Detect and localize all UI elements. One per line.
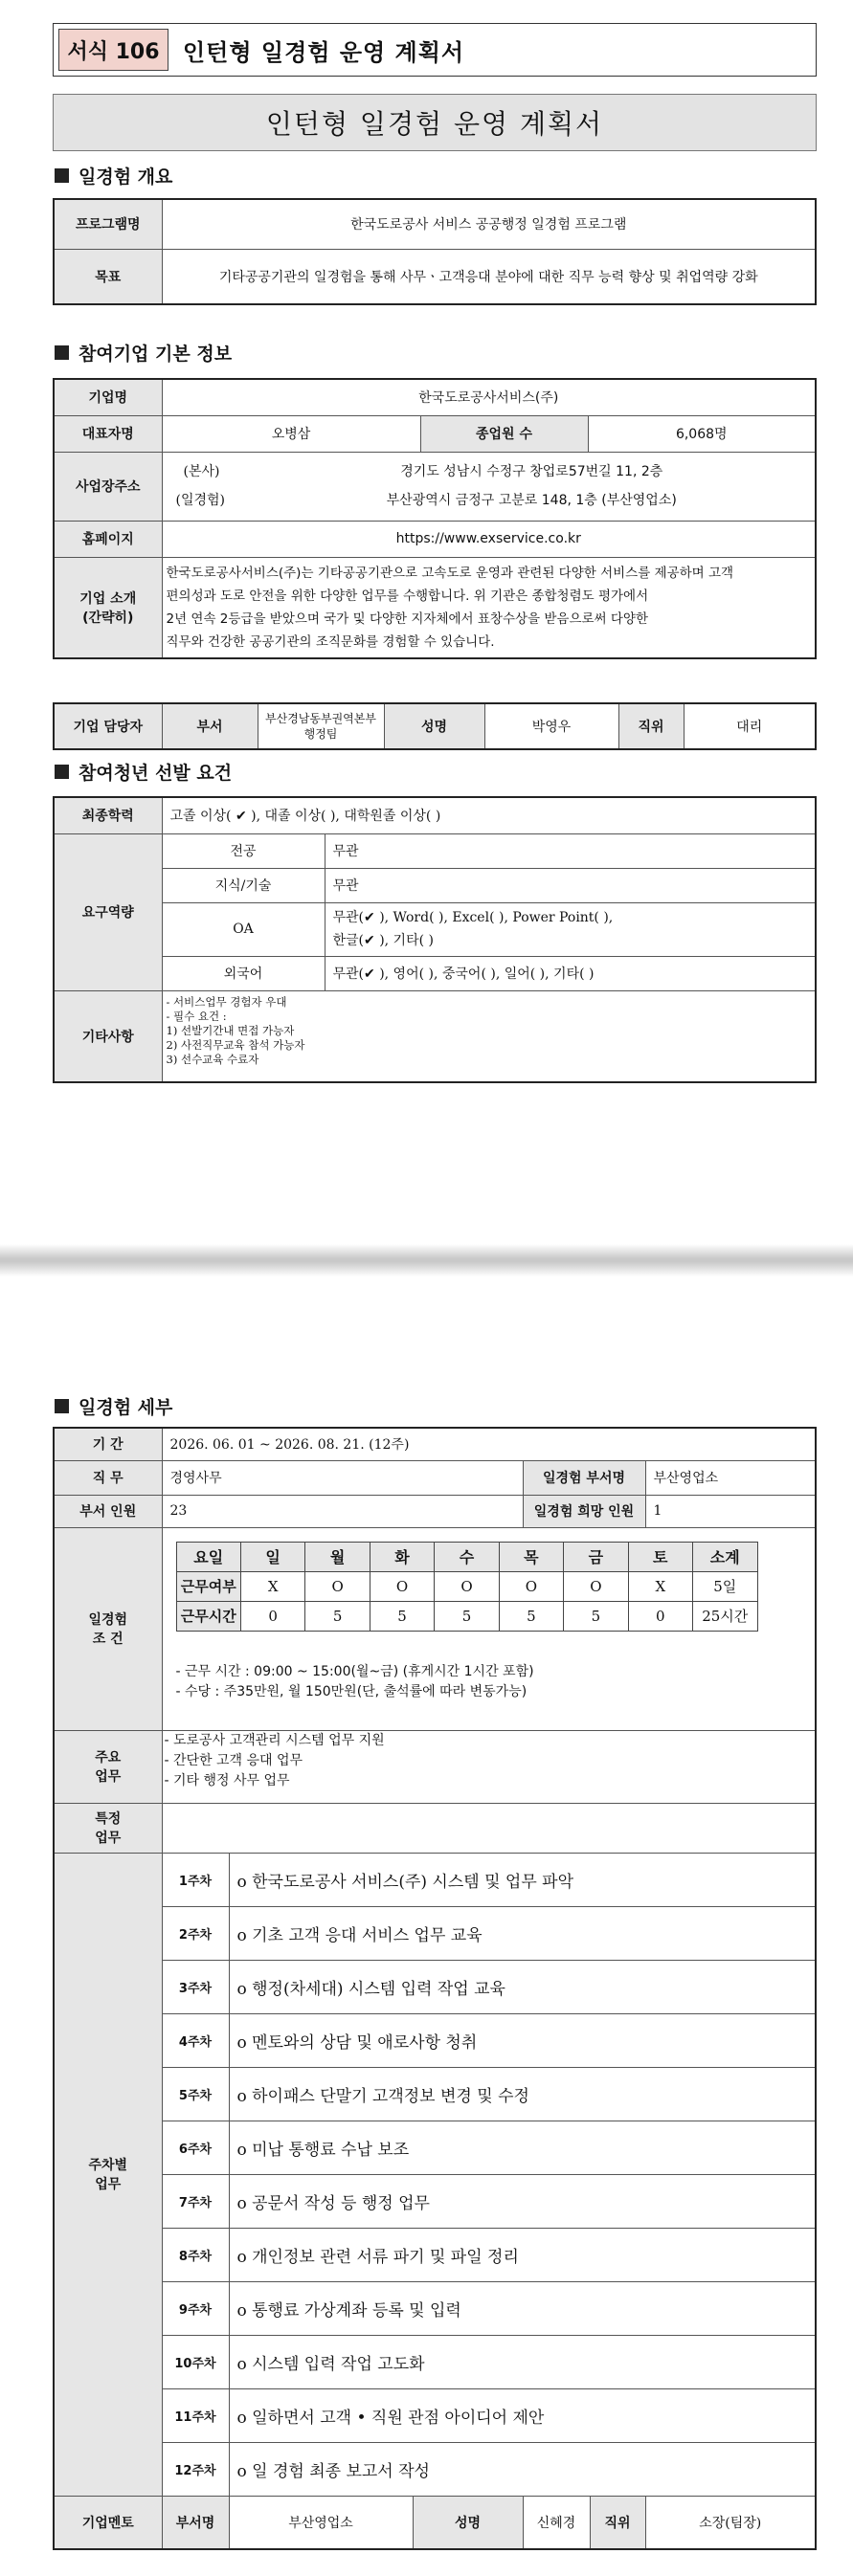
conditions-notes <box>176 1662 534 1702</box>
hope-label: 일경험 희망 인원 <box>523 1495 645 1527</box>
section-heading-detail <box>55 1393 172 1419</box>
period-label: 기 간 <box>54 1428 162 1460</box>
major-label: 전공 <box>162 833 325 868</box>
intro-line: 2년 연속 2등급을 받았으며 국가 및 다양한 지자체에서 표창수상을 받음으로써 다양한 <box>166 611 648 627</box>
schedule-header: 화 <box>370 1542 434 1571</box>
period-value: 2026. 06. 01 ~ 2026. 08. 21. (12주) <box>162 1428 816 1460</box>
etc-line: 3) 선수교육 수료자 <box>166 1052 259 1066</box>
schedule-cell: O <box>499 1571 563 1601</box>
requirements-table <box>53 796 817 1083</box>
main-label-line: 주요 <box>95 1750 122 1765</box>
etc-label: 기타사항 <box>54 990 162 1082</box>
etc-line: - 필수 요건 : <box>166 1009 227 1023</box>
homepage-value: https://www.exservice.co.kr <box>162 521 816 557</box>
etc-value <box>162 990 816 1082</box>
mentor-name-label: 성명 <box>413 2496 523 2549</box>
mentor-dept-label: 부서명 <box>162 2496 229 2549</box>
main-task-line: - 기타 행정 사무 업무 <box>164 1772 290 1788</box>
contact-label: 기업 담당자 <box>54 703 162 749</box>
week-label: 1주차 <box>162 1853 229 1906</box>
page-separator <box>0 1244 853 1277</box>
week-label: 2주차 <box>162 1906 229 1960</box>
schedule-total: 5일 <box>693 1571 758 1601</box>
schedule-cell: 0 <box>240 1601 304 1631</box>
ceo-value: 오병삼 <box>162 415 420 452</box>
mentor-name-value: 신혜경 <box>523 2496 590 2549</box>
dept-value-line: 부산경남동부권역본부 <box>265 712 376 725</box>
dept-value <box>258 703 384 749</box>
week-label: 8주차 <box>162 2228 229 2281</box>
etc-line: 1) 선발기간내 면접 가능자 <box>166 1023 295 1037</box>
schedule-cell: 5 <box>305 1601 370 1631</box>
schedule-table <box>176 1542 758 1632</box>
hope-value: 1 <box>645 1495 816 1527</box>
schedule-header: 요일 <box>176 1542 240 1571</box>
company-name-label: 기업명 <box>54 379 162 415</box>
oa-line: 한글(✔ ), 기타( ) <box>332 933 434 948</box>
company-table <box>53 378 817 659</box>
week-task: o 멘토와의 상담 및 애로사항 청취 <box>229 2013 816 2067</box>
oa-value <box>325 902 816 956</box>
week-task: o 통행료 가상계좌 등록 및 입력 <box>229 2281 816 2335</box>
oa-label: OA <box>162 902 325 956</box>
person-value: 박영우 <box>484 703 618 749</box>
form-header <box>53 23 817 77</box>
week-label: 7주차 <box>162 2174 229 2228</box>
staff-label: 부서 인원 <box>54 1495 162 1527</box>
schedule-header: 수 <box>435 1542 499 1571</box>
position-label: 직위 <box>618 703 684 749</box>
section-heading-overview <box>55 163 172 189</box>
weekly-label-line: 주차별 <box>88 2158 128 2173</box>
week-task: o 일 경험 최종 보고서 작성 <box>229 2442 816 2496</box>
week-task: o 행정(차세대) 시스템 입력 작업 교육 <box>229 1960 816 2013</box>
schedule-cell: 5 <box>499 1601 563 1631</box>
square-bullet-icon <box>55 168 69 183</box>
week-label: 11주차 <box>162 2388 229 2442</box>
week-task: o 미납 통행료 수납 보조 <box>229 2121 816 2174</box>
schedule-header: 목 <box>499 1542 563 1571</box>
detail-table <box>53 1427 817 2550</box>
contact-table <box>53 702 817 750</box>
schedule-cell: X <box>240 1571 304 1601</box>
week-task: o 개인정보 관련 서류 파기 및 파일 정리 <box>229 2228 816 2281</box>
week-label: 6주차 <box>162 2121 229 2174</box>
special-tasks-label <box>54 1803 162 1853</box>
week-task: o 하이패스 단말기 고객정보 변경 및 수정 <box>229 2067 816 2121</box>
week-label: 3주차 <box>162 1960 229 2013</box>
week-task: o 일하면서 고객 • 직원 관점 아이디어 제안 <box>229 2388 816 2442</box>
schedule-cell: 5 <box>435 1601 499 1631</box>
schedule-header: 소계 <box>693 1542 758 1571</box>
detail-dept-value: 부산영업소 <box>645 1460 816 1495</box>
goal-label: 목표 <box>54 249 162 304</box>
conditions-label <box>54 1527 162 1730</box>
required-label: 요구역량 <box>54 833 162 990</box>
schedule-header: 금 <box>564 1542 628 1571</box>
section-title: 일경험 개요 <box>79 167 173 188</box>
intro-line: 한국도로공사서비스(주)는 기타공공기관으로 고속도로 운영과 관련된 다양한 서비스를 제공하며 고객 <box>166 565 734 581</box>
person-label: 성명 <box>384 703 484 749</box>
main-tasks-cell <box>162 1730 816 1803</box>
cond-label-line: 조 건 <box>92 1632 123 1647</box>
intro-label-line: 기업 소개 <box>79 590 137 607</box>
schedule-cell: 0 <box>628 1601 692 1631</box>
form-header-title: 인턴형 일경험 운영 계획서 <box>183 38 465 66</box>
document-title: 인턴형 일경험 운영 계획서 <box>53 94 817 151</box>
lang-label: 외국어 <box>162 956 325 990</box>
lang-value: 무관(✔ ), 영어( ), 중국어( ), 일어( ), 기타( ) <box>325 956 816 990</box>
section-title: 일경험 세부 <box>79 1397 173 1418</box>
address-cell <box>162 452 816 521</box>
site-tag: (일경험) <box>175 493 225 508</box>
schedule-row-label: 근무시간 <box>176 1601 240 1631</box>
skill-label: 지식/기술 <box>162 868 325 902</box>
week-label: 10주차 <box>162 2335 229 2388</box>
cond-label-line: 일경험 <box>88 1612 128 1628</box>
job-value: 경영사무 <box>162 1460 523 1495</box>
week-task: o 기초 고객 응대 서비스 업무 교육 <box>229 1906 816 1960</box>
weekly-label-line: 업무 <box>95 2177 122 2192</box>
square-bullet-icon <box>55 765 69 779</box>
conditions-cell <box>162 1527 816 1730</box>
page-2 <box>0 1277 853 2576</box>
special-label-line: 특정 <box>95 1811 122 1827</box>
schedule-cell: O <box>564 1571 628 1601</box>
intro-label-line: (간략히) <box>82 610 134 626</box>
section-heading-company <box>55 340 232 366</box>
schedule-cell: O <box>435 1571 499 1601</box>
schedule-cell: O <box>370 1571 434 1601</box>
hq-tag: (본사) <box>183 464 220 479</box>
square-bullet-icon <box>55 1399 69 1413</box>
oa-line: 무관(✔ ), Word( ), Excel( ), Power Point( ), <box>332 910 614 925</box>
employees-label: 종업원 수 <box>420 415 588 452</box>
schedule-cell: 5 <box>564 1601 628 1631</box>
schedule-header: 토 <box>628 1542 692 1571</box>
education-value: 고졸 이상( ✔ ), 대졸 이상( ), 대학원졸 이상( ) <box>162 797 816 833</box>
education-label: 최종학력 <box>54 797 162 833</box>
main-task-line: - 간단한 고객 응대 업무 <box>164 1752 303 1768</box>
etc-line: - 서비스업무 경험자 우대 <box>166 994 287 1009</box>
cond-note: - 수당 : 주35만원, 월 150만원(단, 출석률에 따라 변동가능) <box>175 1683 528 1699</box>
week-label: 9주차 <box>162 2281 229 2335</box>
program-value: 한국도로공사 서비스 공공행정 일경험 프로그램 <box>162 199 816 249</box>
special-tasks-cell <box>162 1803 816 1853</box>
section-title: 참여기업 기본 정보 <box>79 344 233 365</box>
overview-table <box>53 198 817 305</box>
position-value: 대리 <box>684 703 816 749</box>
intro-line: 직무와 건강한 공공기관의 조직문화를 경험할 수 있습니다. <box>166 633 495 650</box>
cond-note: - 근무 시간 : 09:00 ~ 15:00(월~금) (휴게시간 1시간 포함) <box>175 1663 534 1679</box>
mentor-dept-value: 부산영업소 <box>229 2496 413 2549</box>
schedule-total: 25시간 <box>693 1601 758 1631</box>
skill-value: 무관 <box>325 868 816 902</box>
staff-value: 23 <box>162 1495 523 1527</box>
week-task: o 공문서 작성 등 행정 업무 <box>229 2174 816 2228</box>
goal-value: 기타공공기관의 일경험을 통해 사무ㆍ고객응대 분야에 대한 직무 능력 향상 및 취업역량 강화 <box>162 249 816 304</box>
program-label: 프로그램명 <box>54 199 162 249</box>
schedule-cell: X <box>628 1571 692 1601</box>
page-1 <box>0 0 853 1244</box>
mentor-position-label: 직위 <box>590 2496 645 2549</box>
main-label-line: 업무 <box>95 1769 122 1785</box>
special-label-line: 업무 <box>95 1831 122 1846</box>
mentor-label: 기업멘토 <box>54 2496 162 2549</box>
employees-value: 6,068명 <box>588 415 816 452</box>
week-label: 5주차 <box>162 2067 229 2121</box>
dept-label: 부서 <box>162 703 258 749</box>
section-title: 참여청년 선발 요건 <box>79 763 233 784</box>
site-address: 부산광역시 금정구 고분로 148, 1층 (부산영업소) <box>386 493 677 508</box>
major-value: 무관 <box>325 833 816 868</box>
main-tasks-label <box>54 1730 162 1803</box>
main-task-line: - 도로공사 고객관리 시스템 업무 지원 <box>164 1732 385 1748</box>
etc-line: 2) 사전직무교육 참석 가능자 <box>166 1037 305 1052</box>
schedule-cell: O <box>305 1571 370 1601</box>
intro-line: 편의성과 도로 안전을 위한 다양한 업무를 수행합니다. 위 기관은 종합청렴도 평가에서 <box>166 588 649 604</box>
form-number-badge: 서식 106 <box>58 29 168 71</box>
detail-dept-label: 일경험 부서명 <box>523 1460 645 1495</box>
week-task: o 시스템 입력 작업 고도화 <box>229 2335 816 2388</box>
dept-value-line: 행정팀 <box>303 727 338 741</box>
company-intro-label <box>54 557 162 658</box>
week-label: 12주차 <box>162 2442 229 2496</box>
schedule-header: 일 <box>240 1542 304 1571</box>
company-intro-text <box>162 557 816 658</box>
schedule-cell: 5 <box>370 1601 434 1631</box>
job-label: 직 무 <box>54 1460 162 1495</box>
schedule-row-label: 근무여부 <box>176 1571 240 1601</box>
address-label: 사업장주소 <box>54 452 162 521</box>
schedule-header: 월 <box>305 1542 370 1571</box>
week-label: 4주차 <box>162 2013 229 2067</box>
section-heading-requirements <box>55 759 232 785</box>
homepage-label: 홈페이지 <box>54 521 162 557</box>
mentor-position-value: 소장(팀장) <box>645 2496 816 2549</box>
ceo-label: 대표자명 <box>54 415 162 452</box>
week-task: o 한국도로공사 서비스(주) 시스템 및 업무 파악 <box>229 1853 816 1906</box>
company-name-value: 한국도로공사서비스(주) <box>162 379 816 415</box>
square-bullet-icon <box>55 345 69 360</box>
weekly-tasks-label <box>54 1853 162 2496</box>
hq-address: 경기도 성남시 수정구 창업로57번길 11, 2층 <box>400 464 663 479</box>
